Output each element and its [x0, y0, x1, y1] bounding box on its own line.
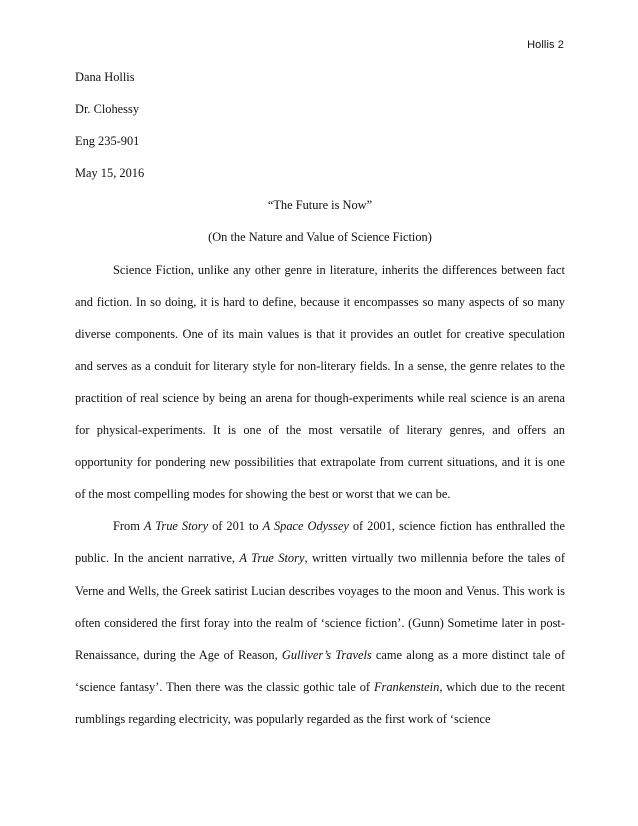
paragraph-2-text: From — [113, 519, 144, 534]
work-title-a-true-story: A True Story — [239, 551, 305, 566]
paragraph-2 — [75, 510, 565, 735]
work-title-a-space-odyssey: A Space Odyssey — [262, 519, 349, 534]
instructor-name: Dr. Clohessy — [75, 102, 140, 117]
submission-date: May 15, 2016 — [75, 166, 145, 181]
paragraph-2-text: , written virtually two millennia before the tales of Verne and Wells, the Greek satirist Lucian describes voyages to the moon and Venus. This work is often considered the first foray into the realm of ‘science fiction’. (Gunn) Sometime later in post-Renaissance, during the Age of Reason, — [75, 551, 566, 662]
paragraph-1: Science Fiction, unlike any other genre in literature, inherits the differences between fact and fiction. In so doing, it is hard to define, because it encompasses so many aspects of so many diverse components. One of its main values is that it provides an outlet for creative speculation and serves as a conduit for literary style for non-literary fields. In a sense, the genre relates to the practition of real science by being an arena for though-experiments while real science is an arena for physical-experiments. It is one of the most versatile of literary genres, and offers an opportunity for pondering new possibilities that extrapolate from current situations, and it is one of the most compelling modes for showing the best or worst that we can be. — [75, 262, 565, 502]
author-name: Dana Hollis — [75, 70, 135, 84]
work-title-frankenstein: Frankenstein, — [373, 679, 443, 694]
course-number: Eng 235-901 — [75, 134, 140, 149]
work-title-gullivers-travels: Gulliver’s Travels — [281, 647, 372, 662]
document-body — [75, 61, 565, 735]
essay-title: “The Future is Now” — [267, 198, 373, 213]
running-head: Hollis 2 — [527, 39, 564, 51]
essay-subtitle: (On the Nature and Value of Science Fiction) — [208, 230, 432, 245]
paragraph-2-text: of 2001, science fiction has enthralled the public. In the ancient narrative, — [75, 519, 565, 566]
paragraph-2-text: which due to the recent rumblings regarding electricity, was popularly regarded as the first work of ‘science — [75, 679, 565, 726]
paragraph-2-text: of 201 to — [208, 519, 263, 534]
work-title-a-true-story: A True Story — [143, 519, 209, 534]
paragraph-2-text: came along as a more distinct tale of ‘science fantasy’. Then there was the classic gothic tale of — [75, 647, 565, 694]
